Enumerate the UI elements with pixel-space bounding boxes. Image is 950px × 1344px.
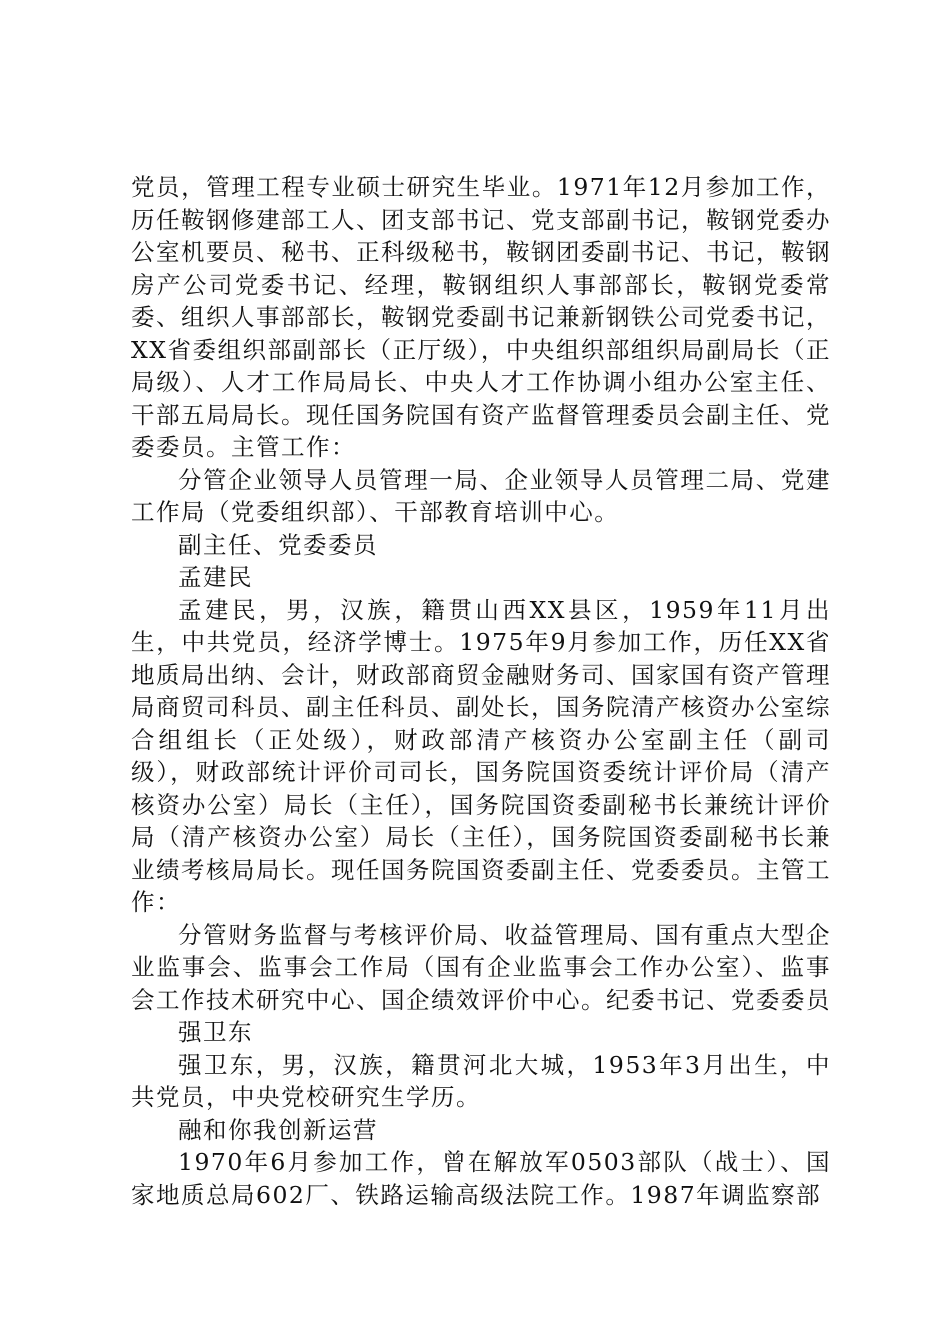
paragraph-meng-bio: 孟建民，男，汉族，籍贯山西XX县区，1959年11月出生，中共党员，经济学博士。1975年9月参加工作，历任XX省地质局出纳、会计，财政部商贸金融财务司、国家国有资产管理局商贸司科员、副主任科员、副处长，国务院清产核资办公室综合组组长（正处级），财政部清产核资办公室副主任（副司级），财政部统计评价司司长，国务院国资委统计评价局（清产核资办公室）局长（主任），国务院国资委副秘书长兼统计评价局（清产核资办公室）局长（主任），国务院国资委副秘书长兼业绩考核局局长。现任国务院国资委副主任、党委委员。主管工作： <box>131 595 831 916</box>
heading-name-meng: 孟建民 <box>178 563 253 591</box>
watermark-text: 融和你我创新运营 <box>178 1115 378 1144</box>
document-body <box>131 171 831 1211</box>
paragraph-meng-duties: 分管财务监督与考核评价局、收益管理局、国有重点大型企业监事会、监事会工作局（国有企业监事会工作办公室）、监事会工作技术研究中心、国企绩效评价中心。纪委书记、党委委员 <box>131 920 831 1014</box>
paragraph-2: 分管企业领导人员管理一局、企业领导人员管理二局、党建工作局（党委组织部）、干部教育培训中心。 <box>131 465 831 526</box>
paragraph-qiang-career: 1970年6月参加工作，曾在解放军0503部队（战士）、国家地质总局602厂、铁路运输高级法院工作。1987年调监察部 <box>131 1148 831 1209</box>
paragraph-qiang-bio: 强卫东，男，汉族，籍贯河北大城，1953年3月出生，中共党员，中央党校研究生学历。 <box>131 1050 831 1111</box>
paragraph-1: 党员，管理工程专业硕士研究生毕业。1971年12月参加工作，历任鞍钢修建部工人、团支部书记、党支部副书记，鞍钢党委办公室机要员、秘书、正科级秘书，鞍钢团委副书记、书记，鞍钢房产公司党委书记、经理，鞍钢组织人事部部长，鞍钢党委常委、组织人事部部长，鞍钢党委副书记兼新钢铁公司党委书记，XX省委组织部副部长（正厅级），中央组织部组织局副局长（正局级）、人才工作局局长、中央人才工作协调小组办公室主任、干部五局局长。现任国务院国有资产监督管理委员会副主任、党委委员。主管工作： <box>131 173 831 461</box>
heading-position: 副主任、党委委员 <box>178 530 378 559</box>
heading-name-qiang: 强卫东 <box>178 1018 253 1046</box>
